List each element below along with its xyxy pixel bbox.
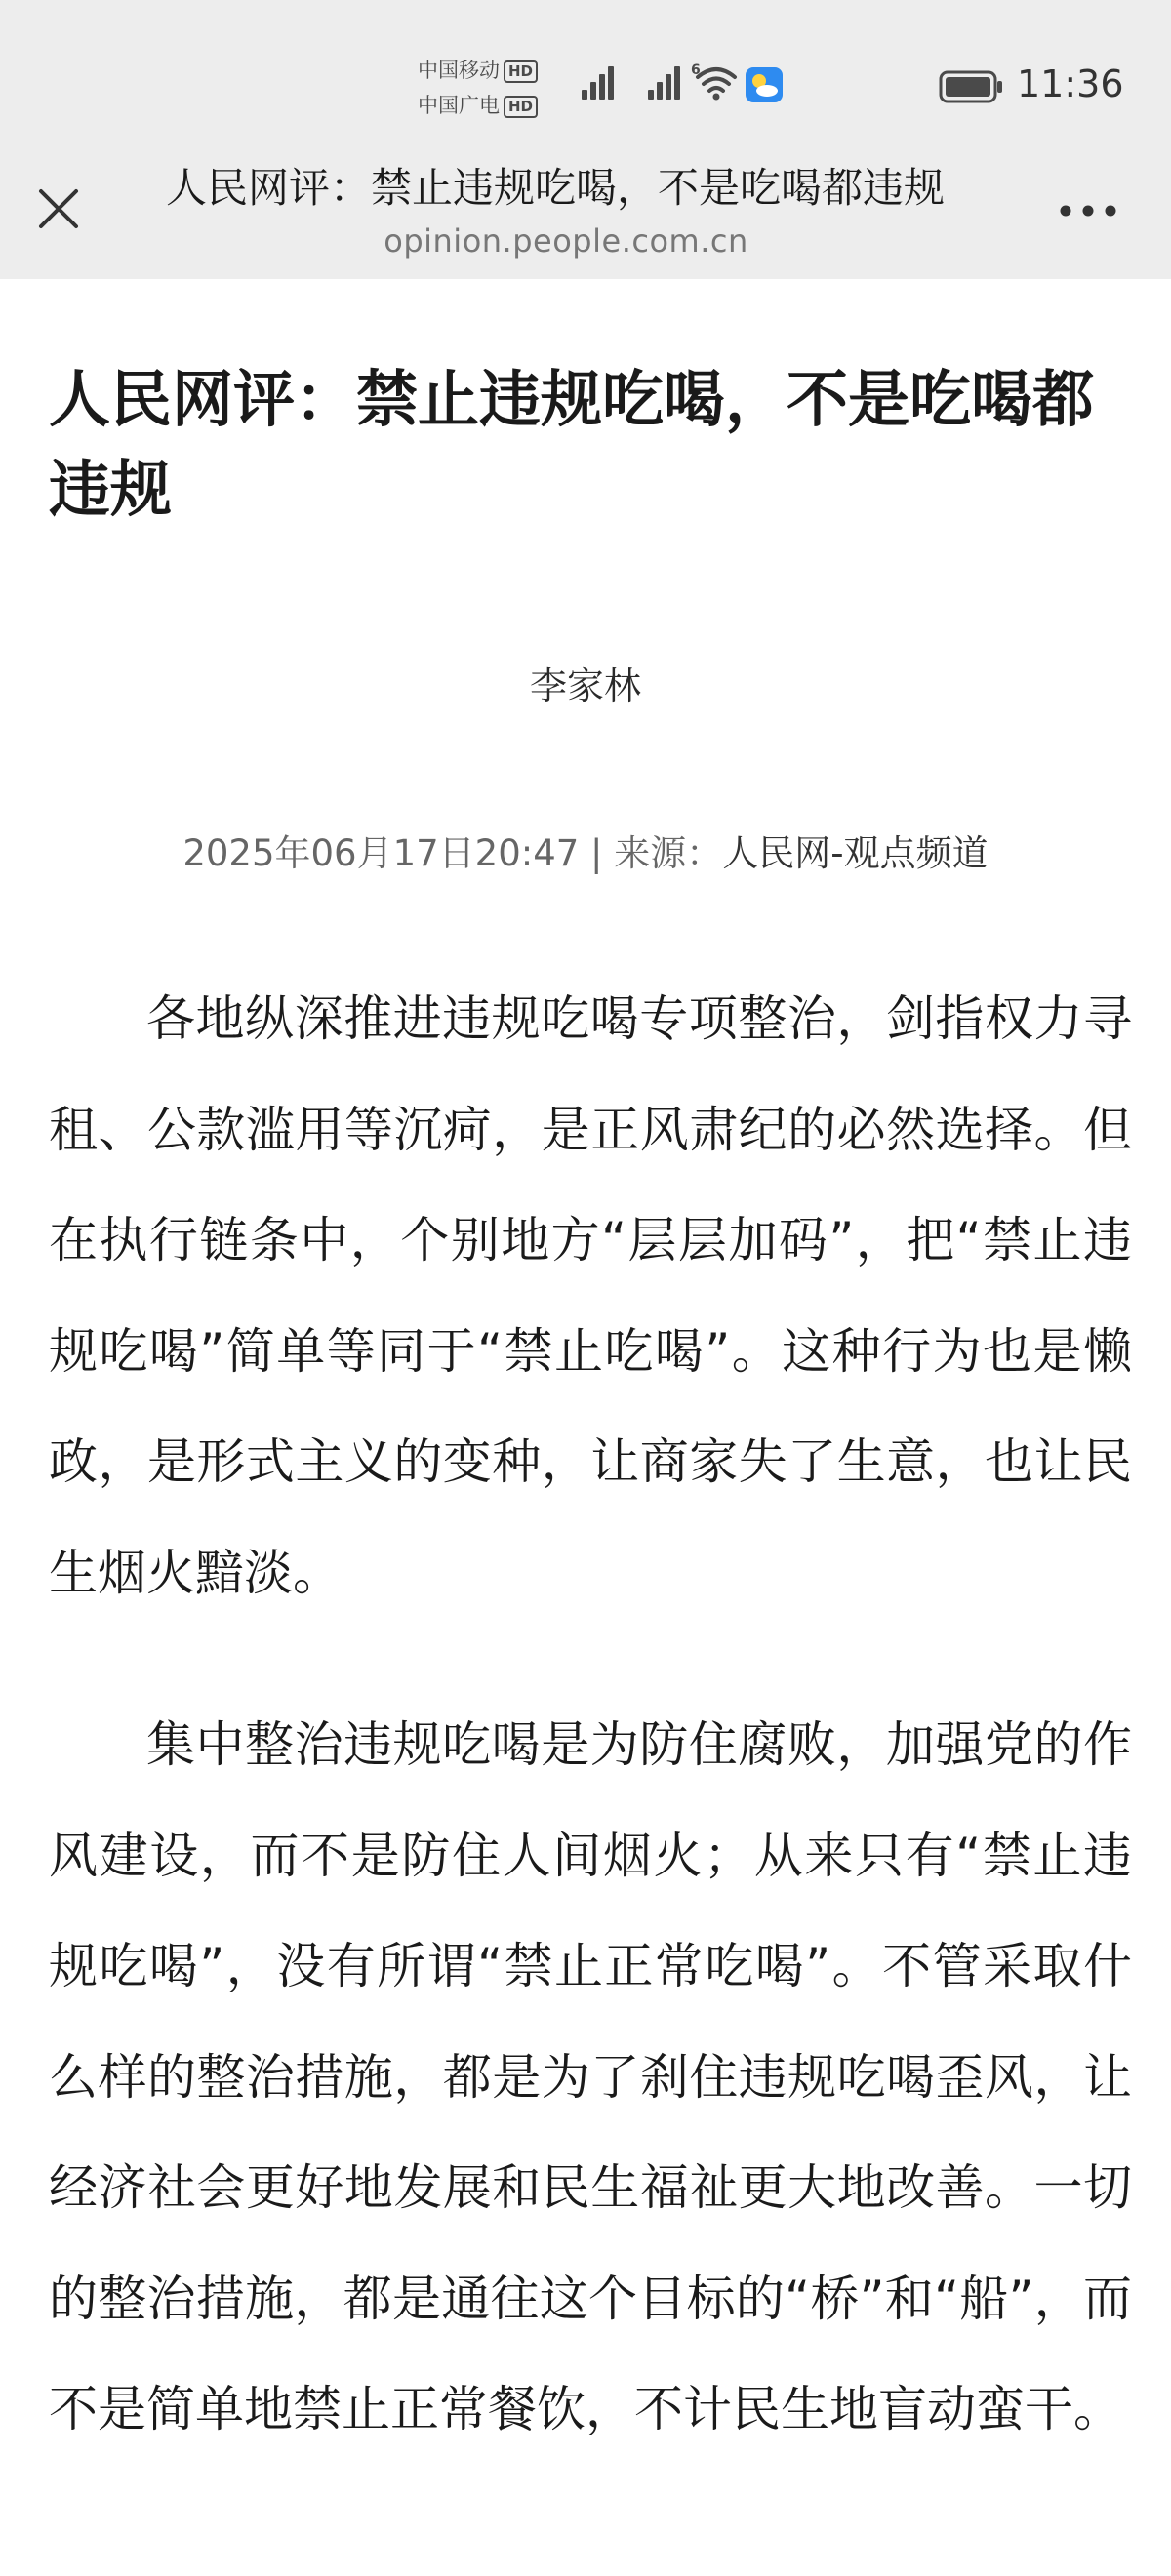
hd-badge-1: HD [504, 60, 538, 83]
signal-icon [580, 64, 619, 100]
weather-icon [746, 67, 783, 102]
wifi-icon [695, 64, 738, 101]
more-icon[interactable] [1054, 201, 1122, 221]
article-paragraph: 各地纵深推进违规吃喝专项整治，剑指权力寻租、公款滥用等沉疴，是正风肃纪的必然选择。但在执行链条中，个别地方“层层加码”，把“禁止违规吃喝”简单等同于“禁止吃喝”。这种行为也是懒政，是形式主义的变种，让商家失了生意，也让民生烟火黯淡。 [49, 990, 1132, 1601]
article-author: 李家林 [529, 664, 641, 707]
article-headline: 人民网评：禁止违规吃喝，不是吃喝都违规 [49, 364, 1094, 525]
browser-nav-bar [0, 146, 1171, 279]
close-icon[interactable] [31, 181, 86, 236]
clock: 11:36 [1017, 62, 1124, 105]
status-bar [0, 0, 1171, 137]
battery-icon [939, 70, 1003, 103]
meta-separator: | [579, 832, 615, 874]
article-meta [0, 824, 1171, 876]
carrier-1 [418, 55, 538, 84]
hd-badge-2: HD [504, 96, 538, 118]
source-label: 来源： [614, 832, 723, 874]
nav-url: opinion.people.com.cn [384, 222, 748, 260]
article-datetime: 2025年06月17日20:47 [182, 832, 580, 874]
carrier-2-label: 中国广电 [418, 94, 500, 117]
nav-title: 人民网评：禁止违规吃喝，不是吃喝都违规 [166, 164, 946, 212]
article-paragraph: 集中整治违规吃喝是为防住腐败，加强党的作风建设，而不是防住人间烟火；从来只有“禁止违规吃喝”，没有所谓“禁止正常吃喝”。不管采取什么样的整治措施，都是为了刹住违规吃喝歪风，让经济社会更好地发展和民生福祉更大地改善。一切的整治措施，都是通往这个目标的“桥”和“船”，而不是简单地禁止正常餐饮，不计民生地盲动蛮干。 [49, 1716, 1132, 2437]
signal-icon-2 [646, 64, 685, 100]
carrier-1-label: 中国移动 [418, 59, 500, 82]
carrier-2 [418, 90, 538, 119]
source-link[interactable]: 人民网-观点频道 [722, 832, 989, 874]
network-gen-label: 6 [691, 62, 701, 78]
browser-chrome [0, 0, 1171, 279]
